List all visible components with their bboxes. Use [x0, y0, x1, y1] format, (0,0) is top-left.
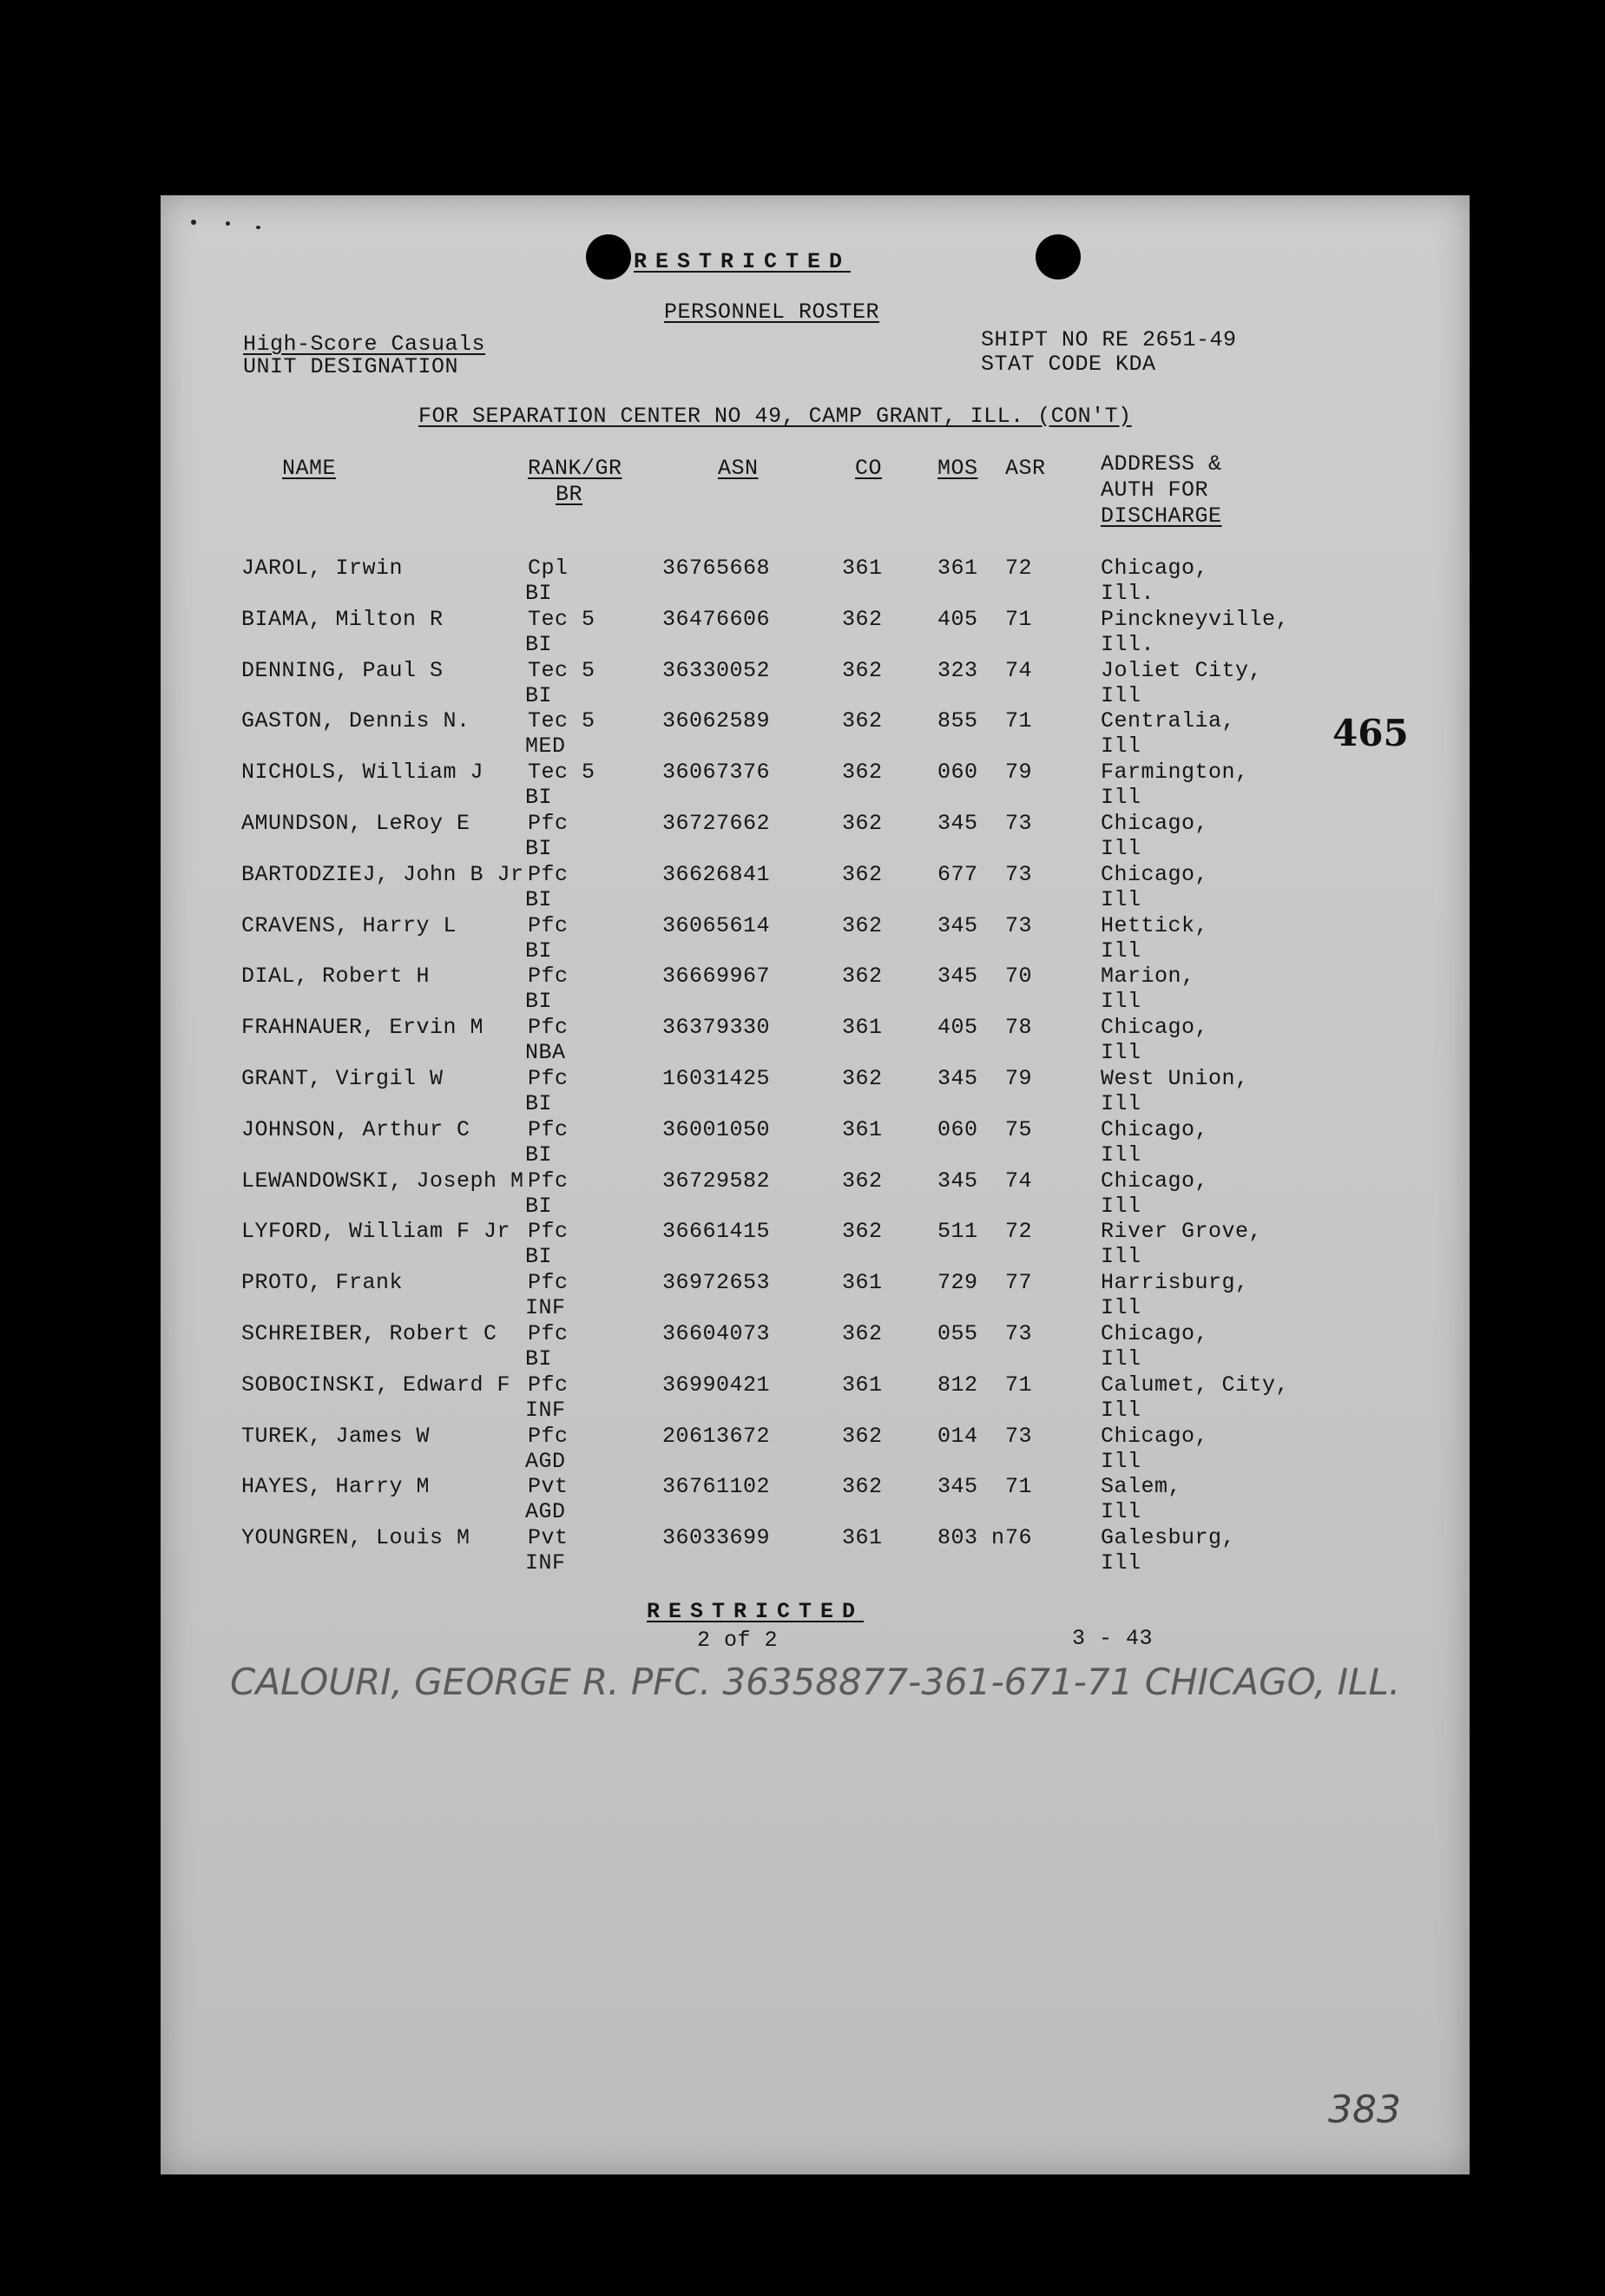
row-mos: 405	[937, 606, 978, 632]
row-rank: Pfc	[528, 1219, 569, 1245]
row-name: JOHNSON, Arthur C	[241, 1116, 470, 1142]
row-asr: 71	[1005, 606, 1033, 632]
row-branch: INF	[525, 1550, 566, 1576]
row-branch: NBA	[525, 1040, 566, 1066]
row-rank: Pvt	[528, 1525, 569, 1551]
row-name: AMUNDSON, LeRoy E	[241, 811, 470, 836]
stat-code: STAT CODE KDA	[981, 352, 1156, 377]
row-city: Harrisburg,	[1101, 1270, 1249, 1296]
row-asr: 71	[1005, 1474, 1033, 1500]
row-city: Marion,	[1101, 964, 1195, 990]
row-mos: 345	[937, 1168, 978, 1194]
row-name: PROTO, Frank	[241, 1270, 404, 1296]
restricted-header: RESTRICTED	[634, 249, 852, 274]
column-asn: ASN	[718, 456, 759, 481]
row-asn: 16031425	[662, 1066, 771, 1091]
row-asn: 36727662	[662, 811, 771, 836]
row-rank: Pfc	[528, 1372, 569, 1398]
row-branch: BI	[525, 1091, 553, 1116]
row-branch: AGD	[525, 1499, 566, 1525]
row-rank: Tec 5	[528, 708, 595, 734]
row-city: Chicago,	[1101, 1423, 1209, 1449]
row-co: 361	[842, 1372, 883, 1398]
row-asn: 36330052	[662, 657, 771, 683]
row-branch: BI	[525, 1244, 553, 1270]
row-city: Chicago,	[1101, 861, 1209, 887]
row-city: Joliet City,	[1101, 657, 1263, 683]
row-rank: Pfc	[528, 964, 569, 990]
row-branch: BI	[525, 1346, 553, 1372]
row-name: GASTON, Dennis N.	[241, 708, 470, 734]
row-mos: 345	[937, 1066, 978, 1091]
row-asn: 36033699	[662, 1525, 771, 1551]
row-co: 362	[842, 1423, 883, 1449]
speck	[191, 220, 196, 225]
column-asr: ASR	[1005, 456, 1046, 481]
row-co: 362	[842, 1321, 883, 1346]
row-asr: 70	[1005, 964, 1033, 990]
row-asr: 79	[1005, 1066, 1033, 1091]
row-asn: 36661415	[662, 1219, 771, 1245]
row-name: FRAHNAUER, Ervin M	[241, 1015, 484, 1041]
row-rank: Pvt	[528, 1474, 569, 1500]
row-mos: 677	[937, 861, 978, 887]
column-address-2: AUTH FOR	[1101, 477, 1209, 503]
row-state: Ill	[1101, 937, 1141, 964]
row-co: 362	[842, 1219, 883, 1245]
row-asr: 71	[1005, 708, 1033, 734]
row-co: 361	[842, 556, 883, 581]
row-city: Calumet, City,	[1101, 1372, 1290, 1398]
row-mos: 345	[937, 964, 978, 990]
row-mos: 055	[937, 1321, 978, 1346]
column-mos: MOS	[937, 456, 978, 481]
row-asr: 73	[1005, 1321, 1033, 1346]
row-asn: 36001050	[662, 1116, 771, 1142]
stamped-number: 465	[1332, 712, 1409, 754]
row-asn: 36765668	[662, 556, 771, 581]
row-rank: Pfc	[528, 861, 569, 887]
row-co: 362	[842, 964, 883, 990]
row-asr: 74	[1005, 657, 1033, 683]
row-mos: 812	[937, 1372, 978, 1398]
row-co: 361	[842, 1015, 883, 1041]
row-branch: INF	[525, 1295, 566, 1321]
row-asr: 73	[1005, 1423, 1033, 1449]
speck	[226, 221, 230, 226]
unit-designation-label: UNIT DESIGNATION	[243, 354, 459, 379]
row-state: Ill	[1101, 734, 1141, 760]
restricted-footer: RESTRICTED	[647, 1599, 865, 1624]
row-rank: Pfc	[528, 1168, 569, 1194]
row-mos: 511	[937, 1219, 978, 1245]
form-code: 3 - 43	[1072, 1626, 1154, 1651]
row-rank: Pfc	[528, 1423, 569, 1449]
row-rank: Pfc	[528, 1321, 569, 1346]
row-rank: Pfc	[528, 912, 569, 938]
row-asr: 77	[1005, 1270, 1033, 1296]
row-asr: 72	[1005, 556, 1033, 581]
column-branch: BR	[556, 482, 583, 507]
row-asn: 36729582	[662, 1168, 771, 1194]
row-co: 362	[842, 606, 883, 632]
row-state: Ill	[1101, 1346, 1141, 1372]
row-asr: 73	[1005, 912, 1033, 938]
row-asn: 36062589	[662, 708, 771, 734]
row-name: SOBOCINSKI, Edward F	[241, 1372, 511, 1398]
row-name: NICHOLS, William J	[241, 760, 484, 786]
row-co: 362	[842, 811, 883, 836]
row-name: DIAL, Robert H	[241, 964, 431, 990]
row-city: Pinckneyville,	[1101, 606, 1290, 632]
handwritten-entry: CALOURI, GEORGE R. PFC. 36358877-361-671-71 CHICAGO, ILL.	[230, 1661, 1401, 1703]
row-state: Ill	[1101, 1448, 1141, 1474]
row-co: 361	[842, 1525, 883, 1551]
row-state: Ill	[1101, 1091, 1141, 1116]
row-rank: Pfc	[528, 1066, 569, 1091]
row-mos: 345	[937, 1474, 978, 1500]
row-mos: 729	[937, 1270, 978, 1296]
unit-name: High-Score Casuals	[243, 332, 486, 357]
row-branch: BI	[525, 989, 553, 1015]
row-state: Ill	[1101, 989, 1141, 1015]
row-name: HAYES, Harry M	[241, 1474, 431, 1500]
row-asn: 36065614	[662, 912, 771, 938]
row-asn: 36067376	[662, 760, 771, 786]
row-mos: 345	[937, 912, 978, 938]
page-count: 2 of 2	[697, 1628, 779, 1653]
row-asr: 76	[1005, 1525, 1033, 1551]
row-state: Ill	[1101, 886, 1141, 912]
row-name: TUREK, James W	[241, 1423, 431, 1449]
row-asn: 36626841	[662, 861, 771, 887]
row-co: 361	[842, 1116, 883, 1142]
row-city: Chicago,	[1101, 811, 1209, 836]
row-city: Farmington,	[1101, 760, 1249, 786]
separation-center-subtitle: FOR SEPARATION CENTER NO 49, CAMP GRANT, ILL. (CON'T)	[418, 404, 1132, 429]
row-city: Chicago,	[1101, 1015, 1209, 1041]
row-branch: MED	[525, 734, 566, 760]
row-branch: BI	[525, 682, 553, 708]
column-co: CO	[855, 456, 883, 481]
column-address-3: DISCHARGE	[1101, 503, 1222, 529]
row-asn: 36604073	[662, 1321, 771, 1346]
row-mos: 345	[937, 811, 978, 836]
row-rank: Pfc	[528, 1116, 569, 1142]
row-city: Hettick,	[1101, 912, 1209, 938]
row-name: DENNING, Paul S	[241, 657, 444, 683]
row-branch: BI	[525, 836, 553, 861]
row-mos: 361	[937, 556, 978, 581]
row-rank: Pfc	[528, 1270, 569, 1296]
row-mos: 405	[937, 1015, 978, 1041]
row-branch: BI	[525, 785, 553, 811]
row-asn: 36761102	[662, 1474, 771, 1500]
row-state: Ill.	[1101, 581, 1155, 606]
row-asr: 73	[1005, 811, 1033, 836]
row-mos: 803 n	[937, 1525, 1005, 1551]
row-asn: 36669967	[662, 964, 771, 990]
row-co: 362	[842, 708, 883, 734]
row-asr: 71	[1005, 1372, 1033, 1398]
row-co: 361	[842, 1270, 883, 1296]
row-asr: 78	[1005, 1015, 1033, 1041]
row-mos: 855	[937, 708, 978, 734]
row-state: Ill	[1101, 1141, 1141, 1168]
row-branch: AGD	[525, 1448, 566, 1474]
row-co: 362	[842, 1066, 883, 1091]
row-name: JAROL, Irwin	[241, 556, 404, 581]
row-name: BARTODZIEJ, John B Jr	[241, 861, 524, 887]
row-asn: 36990421	[662, 1372, 771, 1398]
row-mos: 060	[937, 1116, 978, 1142]
row-rank: Tec 5	[528, 760, 595, 786]
row-asn: 36379330	[662, 1015, 771, 1041]
row-branch: BI	[525, 1193, 553, 1219]
document-title: PERSONNEL ROSTER	[664, 299, 880, 325]
row-co: 362	[842, 657, 883, 683]
row-branch: BI	[525, 1141, 553, 1168]
row-co: 362	[842, 861, 883, 887]
shipment-number: SHIPT NO RE 2651-49	[981, 327, 1237, 352]
row-city: River Grove,	[1101, 1219, 1263, 1245]
row-asr: 72	[1005, 1219, 1033, 1245]
row-asr: 74	[1005, 1168, 1033, 1194]
row-rank: Pfc	[528, 811, 569, 836]
column-address-1: ADDRESS &	[1101, 451, 1222, 477]
row-name: SCHREIBER, Robert C	[241, 1321, 497, 1346]
column-rank: RANK/GR	[528, 456, 622, 481]
row-city: West Union,	[1101, 1066, 1249, 1091]
row-mos: 014	[937, 1423, 978, 1449]
row-rank: Cpl	[528, 556, 569, 581]
row-name: LYFORD, William F Jr	[241, 1219, 511, 1245]
row-state: Ill	[1101, 1193, 1141, 1219]
row-city: Chicago,	[1101, 556, 1209, 581]
row-city: Chicago,	[1101, 1321, 1209, 1346]
column-name: NAME	[282, 456, 337, 481]
punch-hole-right	[1036, 234, 1081, 280]
row-city: Chicago,	[1101, 1116, 1209, 1142]
punch-hole-left	[586, 234, 631, 280]
row-state: Ill	[1101, 1550, 1141, 1576]
row-state: Ill	[1101, 836, 1141, 861]
row-branch: BI	[525, 581, 553, 606]
row-state: Ill	[1101, 1397, 1141, 1423]
row-state: Ill	[1101, 1499, 1141, 1525]
row-name: YOUNGREN, Louis M	[241, 1525, 470, 1551]
row-state: Ill	[1101, 682, 1141, 708]
row-rank: Tec 5	[528, 657, 595, 683]
row-state: Ill	[1101, 785, 1141, 811]
row-asn: 36476606	[662, 606, 771, 632]
row-city: Galesburg,	[1101, 1525, 1236, 1551]
row-branch: BI	[525, 937, 553, 964]
row-co: 362	[842, 760, 883, 786]
row-state: Ill	[1101, 1040, 1141, 1066]
row-rank: Tec 5	[528, 606, 595, 632]
row-city: Salem,	[1101, 1474, 1182, 1500]
row-name: CRAVENS, Harry L	[241, 912, 457, 938]
row-mos: 323	[937, 657, 978, 683]
row-city: Centralia,	[1101, 708, 1236, 734]
row-state: Ill	[1101, 1244, 1141, 1270]
row-city: Chicago,	[1101, 1168, 1209, 1194]
handwritten-page-number: 383	[1328, 2088, 1401, 2132]
row-asr: 73	[1005, 861, 1033, 887]
row-co: 362	[842, 1168, 883, 1194]
row-name: GRANT, Virgil W	[241, 1066, 444, 1091]
row-asr: 75	[1005, 1116, 1033, 1142]
row-branch: BI	[525, 631, 553, 657]
row-co: 362	[842, 1474, 883, 1500]
row-rank: Pfc	[528, 1015, 569, 1041]
row-branch: INF	[525, 1397, 566, 1423]
row-branch: BI	[525, 886, 553, 912]
row-mos: 060	[937, 760, 978, 786]
row-state: Ill	[1101, 1295, 1141, 1321]
speck	[256, 226, 260, 229]
row-asr: 79	[1005, 760, 1033, 786]
document-page	[161, 195, 1470, 2174]
row-state: Ill.	[1101, 631, 1155, 657]
row-asn: 20613672	[662, 1423, 771, 1449]
row-name: BIAMA, Milton R	[241, 606, 444, 632]
row-asn: 36972653	[662, 1270, 771, 1296]
row-co: 362	[842, 912, 883, 938]
row-name: LEWANDOWSKI, Joseph M	[241, 1168, 524, 1194]
